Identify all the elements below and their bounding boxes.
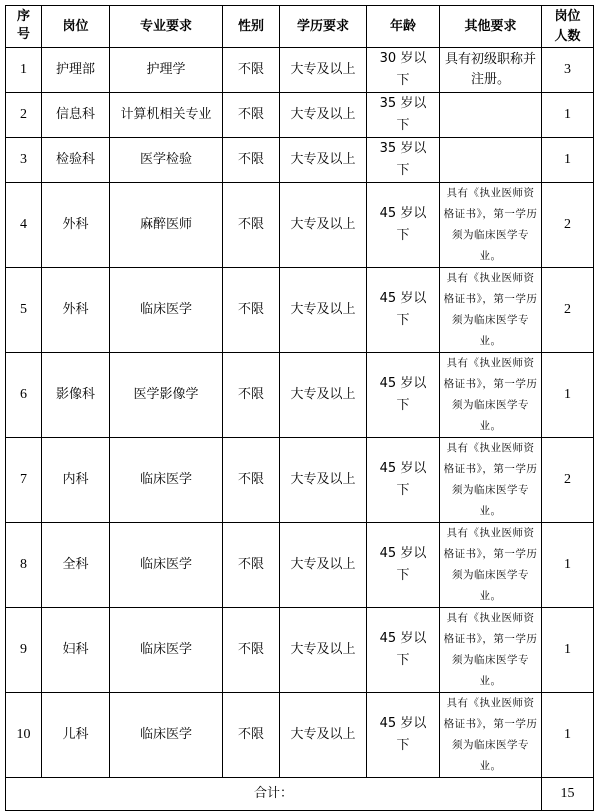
cell-education: 大专及以上: [280, 693, 367, 778]
cell-gender: 不限: [223, 523, 280, 608]
cell-other: 具有《执业医师资格证书》，第一学历须为临床医学专业。: [440, 523, 542, 608]
cell-gender: 不限: [223, 693, 280, 778]
cell-other: 具有《执业医师资格证书》，第一学历须为临床医学专业。: [440, 693, 542, 778]
cell-other: 具有初级职称并注册。: [440, 48, 542, 93]
cell-age: 45 岁以下: [367, 438, 440, 523]
recruitment-table: [5, 5, 594, 811]
cell-gender: 不限: [223, 138, 280, 183]
cell-major: 护理学: [110, 48, 223, 93]
cell-position: 影像科: [42, 353, 110, 438]
table-row: [6, 138, 594, 183]
cell-seq: 4: [6, 183, 42, 268]
table-row: [6, 438, 594, 523]
cell-major: 麻醉医师: [110, 183, 223, 268]
cell-other: [440, 138, 542, 183]
header-education: 学历要求: [280, 6, 367, 48]
cell-education: 大专及以上: [280, 268, 367, 353]
header-gender: 性别: [223, 6, 280, 48]
cell-seq: 5: [6, 268, 42, 353]
cell-gender: 不限: [223, 48, 280, 93]
cell-seq: 6: [6, 353, 42, 438]
cell-education: 大专及以上: [280, 183, 367, 268]
cell-education: 大专及以上: [280, 93, 367, 138]
cell-count: 1: [542, 523, 594, 608]
cell-position: 外科: [42, 183, 110, 268]
cell-age: 45 岁以下: [367, 523, 440, 608]
total-count: 15: [542, 778, 594, 811]
cell-position: 儿科: [42, 693, 110, 778]
cell-major: 临床医学: [110, 523, 223, 608]
cell-education: 大专及以上: [280, 438, 367, 523]
cell-major: 临床医学: [110, 268, 223, 353]
cell-seq: 1: [6, 48, 42, 93]
cell-education: 大专及以上: [280, 138, 367, 183]
cell-position: 外科: [42, 268, 110, 353]
cell-other: 具有《执业医师资格证书》，第一学历须为临床医学专业。: [440, 353, 542, 438]
cell-other: 具有《执业医师资格证书》，第一学历须为临床医学专业。: [440, 438, 542, 523]
cell-gender: 不限: [223, 93, 280, 138]
cell-seq: 3: [6, 138, 42, 183]
cell-count: 2: [542, 183, 594, 268]
table-row: [6, 693, 594, 778]
cell-seq: 9: [6, 608, 42, 693]
cell-seq: 10: [6, 693, 42, 778]
cell-count: 1: [542, 353, 594, 438]
cell-gender: 不限: [223, 438, 280, 523]
cell-seq: 8: [6, 523, 42, 608]
cell-education: 大专及以上: [280, 523, 367, 608]
cell-age: 35 岁以下: [367, 93, 440, 138]
header-seq: 序号: [6, 6, 42, 48]
cell-count: 2: [542, 438, 594, 523]
cell-position: 妇科: [42, 608, 110, 693]
cell-age: 45 岁以下: [367, 183, 440, 268]
cell-gender: 不限: [223, 268, 280, 353]
table-row: [6, 48, 594, 93]
total-label: 合计：: [6, 778, 542, 811]
cell-education: 大专及以上: [280, 353, 367, 438]
cell-position: 护理部: [42, 48, 110, 93]
table-row: [6, 353, 594, 438]
cell-position: 检验科: [42, 138, 110, 183]
cell-count: 1: [542, 93, 594, 138]
cell-other: 具有《执业医师资格证书》，第一学历须为临床医学专业。: [440, 608, 542, 693]
total-row: [6, 778, 594, 811]
cell-count: 3: [542, 48, 594, 93]
cell-major: 计算机相关专业: [110, 93, 223, 138]
cell-major: 医学检验: [110, 138, 223, 183]
header-age: 年龄: [367, 6, 440, 48]
cell-other: 具有《执业医师资格证书》，第一学历须为临床医学专业。: [440, 268, 542, 353]
cell-major: 医学影像学: [110, 353, 223, 438]
header-row: [6, 6, 594, 48]
cell-age: 30 岁以下: [367, 48, 440, 93]
cell-age: 35 岁以下: [367, 138, 440, 183]
cell-count: 1: [542, 608, 594, 693]
header-major: 专业要求: [110, 6, 223, 48]
cell-position: 全科: [42, 523, 110, 608]
cell-count: 1: [542, 138, 594, 183]
table-row: [6, 93, 594, 138]
table-row: [6, 608, 594, 693]
cell-other: [440, 93, 542, 138]
cell-age: 45 岁以下: [367, 353, 440, 438]
cell-position: 信息科: [42, 93, 110, 138]
header-other: 其他要求: [440, 6, 542, 48]
cell-age: 45 岁以下: [367, 693, 440, 778]
cell-position: 内科: [42, 438, 110, 523]
cell-seq: 7: [6, 438, 42, 523]
cell-education: 大专及以上: [280, 608, 367, 693]
cell-gender: 不限: [223, 183, 280, 268]
table-row: [6, 183, 594, 268]
header-count: 岗位人数: [542, 6, 594, 48]
cell-gender: 不限: [223, 608, 280, 693]
cell-count: 2: [542, 268, 594, 353]
cell-age: 45 岁以下: [367, 268, 440, 353]
cell-age: 45 岁以下: [367, 608, 440, 693]
cell-other: 具有《执业医师资格证书》，第一学历须为临床医学专业。: [440, 183, 542, 268]
cell-major: 临床医学: [110, 693, 223, 778]
cell-major: 临床医学: [110, 608, 223, 693]
table-row: [6, 523, 594, 608]
cell-seq: 2: [6, 93, 42, 138]
cell-education: 大专及以上: [280, 48, 367, 93]
cell-major: 临床医学: [110, 438, 223, 523]
cell-count: 1: [542, 693, 594, 778]
cell-gender: 不限: [223, 353, 280, 438]
header-position: 岗位: [42, 6, 110, 48]
table-row: [6, 268, 594, 353]
